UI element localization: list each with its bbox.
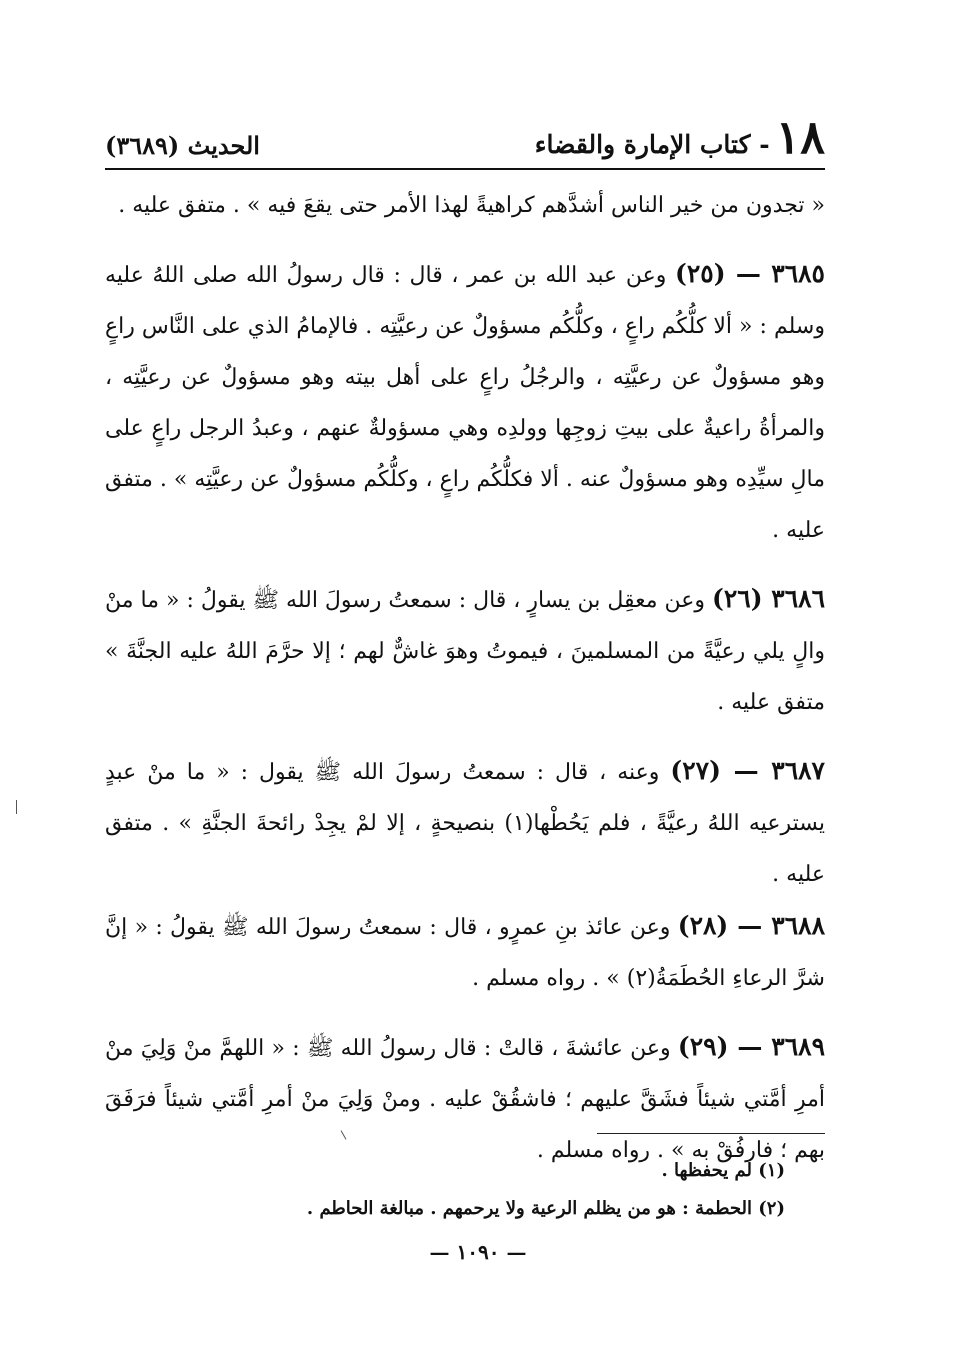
chapter-number: ١٨	[775, 110, 825, 164]
paragraph-continuation	[105, 180, 825, 231]
hadith-number: ٣٦٨٨ — (٢٨)	[677, 911, 825, 940]
hadith-paragraph	[105, 573, 825, 728]
paragraph-text: وعن عبد الله بن عمر ، قال : قال رسولُ الله صلى اللهُ عليه وسلم : « ألا كلُّكُم راعٍ ، وكلُّكُم مسؤولٌ عن رعيَّتِه . فالإمامُ الذي على النَّاس راعٍ وهو مسؤولٌ عن رعيَّتِه ، والرجُلُ راعٍ على أهل بيته وهو مسؤولٌ عن رعيَّتِه ، والمرأةُ راعيةٌ على بيتِ زوجِها وولدِه وهي مسؤولةٌ عنهم ، وعبدُ الرجل راعٍ على مالِ سيِّدِه وهو مسؤولٌ عنه . ألا فكلُّكُم راعٍ ، وكلُّكُم مسؤولٌ عن رعيَّتِه » . متفق عليه .	[104, 263, 825, 543]
footnote-item: (١) لم يحفظها .	[661, 1160, 785, 1181]
footnote-item: (٢) الحطمة : هو من يظلم الرعية ولا يرحمهم . مبالغة الحاطم .	[306, 1198, 785, 1219]
paragraph-text: وعن عائذ بنِ عمرٍو ، قال : سمعتُ رسولَ الله ﷺ يقولُ : « إنَّ شرَّ الرعاءِ الحُطَمَةُ(٢) » . رواه مسلم .	[105, 915, 825, 991]
footnotes	[105, 1152, 785, 1228]
hadith-number: ٣٦٨٦ (٢٦)	[712, 584, 825, 613]
page-number: — ١٠٩٠ —	[429, 1240, 527, 1264]
chapter-heading	[534, 110, 825, 164]
scan-mark	[16, 800, 17, 814]
paragraph-text: وعن معقِل بن يسارٍ ، قال : سمعتُ رسولَ الله ﷺ يقولُ : « ما منْ والٍ يلي رعيَّةً من المسلمينَ ، فيموتُ وهوَ غاشٌّ لهم ؛ إلا حرَّمَ اللهُ عليه الجنَّةَ » متفق عليه .	[105, 588, 825, 715]
main-text	[105, 180, 825, 1176]
hadith-number: ٣٦٨٩ — (٢٩)	[677, 1032, 825, 1061]
chapter-title: - كتاب الإمارة والقضاء	[534, 130, 770, 159]
paragraph-text: وعنه ، قال : سمعتُ رسولَ الله ﷺ يقول : « ما منْ عبدٍ يسترعيه اللهُ رعيَّةً ، فلم يَحُطْها(١) بنصيحةٍ ، إلا لمْ يجِدْ رائحةَ الجنَّةِ » . متفق عليه .	[105, 760, 825, 887]
hadith-paragraph	[105, 745, 825, 900]
paragraph-text: وعن عائشةَ ، قالتْ : قال رسولُ الله ﷺ : « اللهمَّ منْ وَلِيَ منْ أمرِ أمَّتي شيئاً فشَقَّ عليهم ؛ فاشقُقْ عليه . ومنْ وَلِيَ منْ أمرِ أمَّتي شيئاً فرَفَقَ بهم ؛ فارفُقْ به » . رواه مسلم .	[105, 1036, 825, 1163]
paragraph-text: « تجدون من خير الناس أشدَّهم كراهيةً لهذا الأمر حتى يقعَ فيه » . متفق عليه .	[118, 193, 825, 218]
footnote-divider	[597, 1133, 825, 1134]
hadith-number: ٣٦٨٥ — (٢٥)	[675, 259, 825, 288]
page-header	[105, 100, 825, 164]
hadith-reference: الحديث (٣٦٨٩)	[105, 131, 260, 160]
header-divider	[105, 168, 825, 170]
hadith-paragraph	[105, 900, 825, 1004]
hadith-paragraph	[105, 248, 825, 556]
hadith-number: ٣٦٨٧ — (٢٧)	[670, 756, 825, 785]
